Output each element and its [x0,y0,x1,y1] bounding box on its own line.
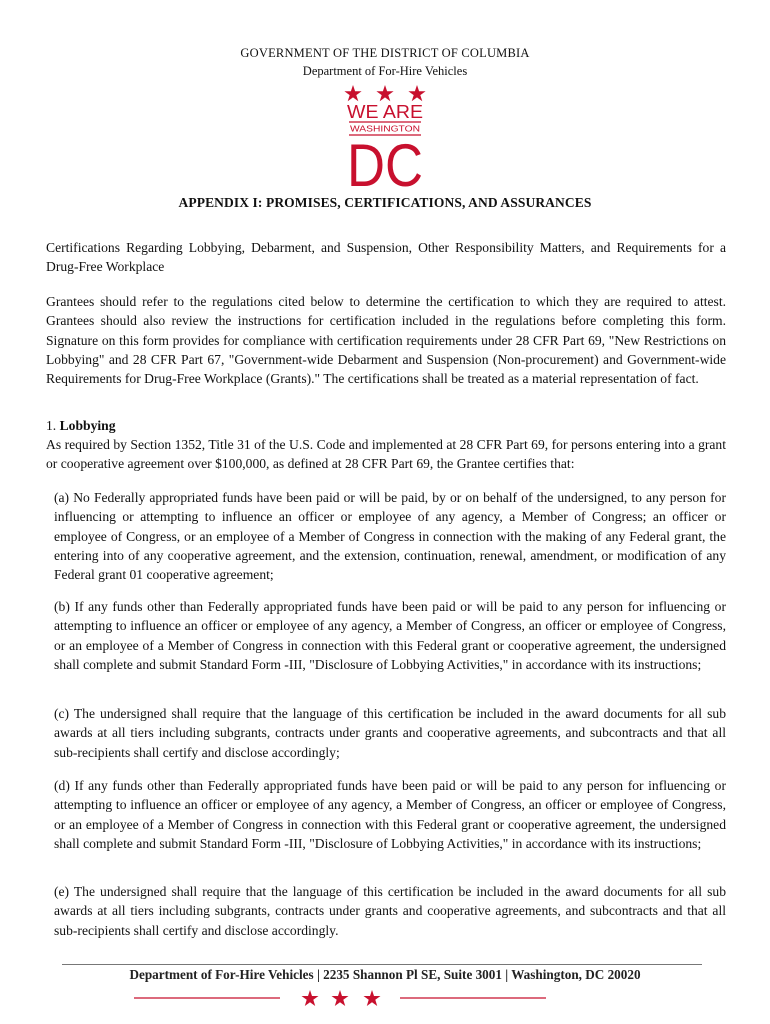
section-lobbying-heading [46,418,116,434]
item-d: (d) If any funds other than Federally appropriated funds have been paid or will be paid to any person for influencing or attempting to influence an officer or employee of any agency, a Member of Congress, an officer or employee of Congress, or an employee of a Member of Congress in connection with this Federal grant or cooperative agreement, the undersigned shall complete and submit Standard Form -III, "Disclosure of Lobbying Activities," in accordance with its instructions; [54,778,726,851]
footer-divider [62,964,702,965]
footer-address: Department of For-Hire Vehicles | 2235 Shannon Pl SE, Suite 3001 | Washington, DC 20020 [129,967,641,982]
logo-washington-text: WASHINGTON [350,123,420,134]
item-a: (a) No Federally appropriated funds have been paid or will be paid, by or on behalf of the undersigned, to any person for influencing or attempting to influence an officer or employee of any agency, a Member of Congress; an officer or employee of Congress, or an employee of a Member of Congress in connection with the making of any Federal grant, the entering into of any cooperative agreement, and the extension, continuation, renewal, amendment, or modification of any Federal grant 01 cooperative agreement; [54,490,726,583]
we-are-washington-dc-logo [343,85,427,189]
logo-we-are-text: WE ARE [347,102,423,122]
footer-decoration [130,987,550,1009]
footer-stars-icon [302,990,381,1006]
item-e: (e) The undersigned shall require that the language of this certification be included in the award documents for all sub awards at all tiers including subgrants, contracts under grants and cooperative agreements, and subcontracts and that all sub-recipients shall certify and disclose accordingly. [54,884,726,938]
item-c: (c) The undersigned shall require that the language of this certification be included in the award documents for all sub awards at all tiers including subgrants, contracts under grants and cooperative agreements, and subcontracts and that all sub-recipients shall certify and disclose accordingly; [54,706,726,760]
lobbying-body: As required by Section 1352, Title 31 of the U.S. Code and implemented at 28 CFR Part 69, for persons entering into a grant or cooperative agreement over $100,000, as defined at 28 CFR Part 69, the Grantee certifies that: [46,437,726,472]
grantees-paragraph: Grantees should refer to the regulations cited below to determine the certification to which they are required to attest. Grantees should also review the instructions for certification included in the regulations before completing this form. Signature on this form provides for compliance with certification requirements under 28 CFR Part 69, "New Restrictions on Lobbying" and 28 CFR Part 67, "Government-wide Debarment and Suspension (Non-procurement) and Government-wide Requirements for Drug-Free Workplace (Grants)." The certifications shall be treated as a material representation of fact. [46,294,726,387]
government-heading: GOVERNMENT OF THE DISTRICT OF COLUMBIA [240,46,530,60]
item-b: (b) If any funds other than Federally appropriated funds have been paid or will be paid to any person for influencing or attempting to influence an officer or employee of any agency, a Member of Congress, an officer or employee of Congress, or an employee of a Member of Congress in connection with this Federal grant or cooperative agreement, the undersigned shall complete and submit Standard Form -III, "Disclosure of Lobbying Activities," in accordance with its instructions; [54,599,726,672]
intro-paragraph: Certifications Regarding Lobbying, Debarment, and Suspension, Other Responsibility Matters, and Requirements for a Drug-Free Workplace [46,240,726,275]
department-heading: Department of For-Hire Vehicles [302,64,468,78]
section-title: Lobbying [59,418,116,433]
section-number: 1. [46,418,57,433]
logo-dc-text: DC [347,132,423,189]
appendix-title: APPENDIX I: PROMISES, CERTIFICATIONS, AND ASSURANCES [178,195,592,210]
logo-stars-icon [344,85,425,101]
